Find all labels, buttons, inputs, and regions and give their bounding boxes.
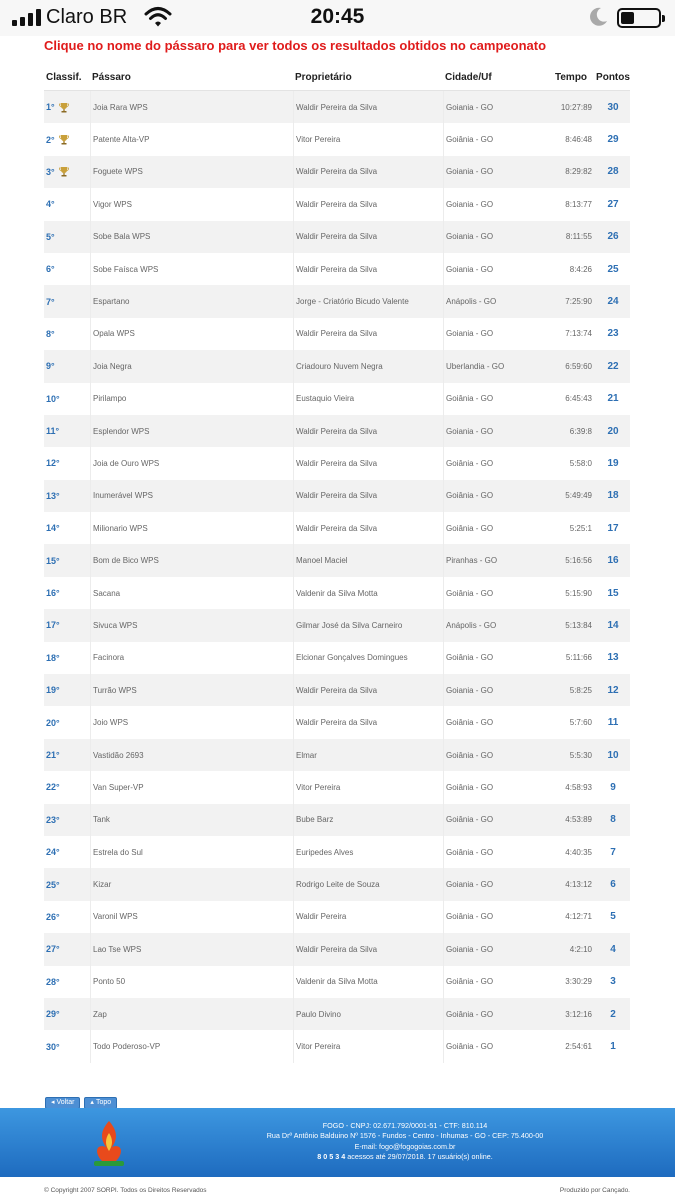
table-row [44,415,630,447]
table-row [44,674,630,706]
city-cell: Goiânia - GO [443,901,551,933]
city-cell: Goiânia - GO [443,123,551,155]
points-cell: 28 [607,166,619,178]
position-cell [44,685,90,695]
city-cell: Goiânia - GO [443,998,551,1030]
time-cell: 7:13:74 [565,329,592,339]
points-cell: 26 [607,231,619,243]
bird-name-link[interactable]: Zap [90,998,293,1030]
table-row [44,998,630,1030]
position-cell [44,134,90,145]
site-footer [0,1108,675,1177]
table-row [44,285,630,317]
position-cell [44,1009,90,1019]
table-header [44,65,630,91]
city-cell: Anápolis - GO [443,285,551,317]
table-row [44,447,630,479]
fogo-logo-icon [86,1117,132,1169]
header-time: Tempo [555,72,588,83]
owner-cell: Elmar [293,739,443,771]
points-cell: 2 [610,1008,616,1020]
city-cell: Goiânia - GO [443,642,551,674]
do-not-disturb-moon-icon [587,6,609,28]
points-cell: 16 [607,555,619,567]
table-row [44,156,630,188]
city-cell: Goiânia - GO [443,480,551,512]
position-value: 18° [46,652,60,663]
points-cell: 21 [607,393,619,405]
points-cell: 30 [607,101,619,113]
owner-cell: Jorge - Criatório Bicudo Valente [293,285,443,317]
bird-name-link[interactable]: Kizar [90,868,293,900]
time-cell: 4:53:89 [565,815,592,825]
time-cell: 4:12:71 [565,912,592,922]
table-row [44,868,630,900]
points-cell: 11 [607,717,619,729]
header-points: Pontos [596,72,630,83]
header-city: Cidade/Uf [445,72,492,83]
time-cell: 8:29:82 [565,167,592,177]
city-cell: Piranhas - GO [443,544,551,576]
position-cell [44,394,90,404]
position-cell [44,232,90,242]
time-cell: 7:25:90 [565,297,592,307]
header-owner: Proprietário [295,72,352,83]
position-value: 21° [46,750,60,760]
table-row [44,123,630,155]
position-value: 26° [46,911,60,922]
back-arrow-icon: ◂ [51,1099,55,1106]
city-cell: Goiania - GO [443,188,551,220]
status-bar [0,0,675,36]
city-cell: Goiânia - GO [443,966,551,998]
owner-cell: Rodrigo Leite de Souza [293,868,443,900]
table-row [44,512,630,544]
table-row [44,350,630,382]
table-row [44,804,630,836]
results-table [44,65,630,1063]
table-row [44,221,630,253]
points-cell: 14 [607,619,619,631]
position-cell [44,977,90,987]
status-time: 20:45 [310,5,365,28]
position-value: 30° [46,1041,60,1052]
position-value: 17° [46,620,60,631]
points-cell: 6 [610,879,616,891]
bird-name-link[interactable]: Espartano [90,285,293,317]
position-cell [44,199,90,209]
city-cell: Goiânia - GO [443,804,551,836]
owner-cell: Valdenir da Silva Motta [293,966,443,998]
position-cell [44,880,90,890]
position-value: 12° [46,458,60,469]
owner-cell: Waldir Pereira da Silva [293,221,443,253]
table-row [44,706,630,738]
table-row [44,318,630,350]
table-row [44,577,630,609]
access-text: acessos até 29/07/2018. 17 usuário(s) online. [345,1152,493,1162]
time-cell: 5:15:90 [565,588,592,598]
table-row [44,739,630,771]
header-bird: Pássaro [92,72,131,83]
city-cell: Goiania - GO [443,91,551,123]
position-cell [44,361,90,371]
owner-cell: Waldir Pereira da Silva [293,706,443,738]
points-cell: 18 [607,490,619,502]
points-cell: 22 [607,360,619,372]
points-cell: 20 [607,425,619,437]
position-value: 6° [46,264,55,275]
time-cell: 3:12:16 [565,1009,592,1019]
position-cell [44,166,90,177]
city-cell: Goiânia - GO [443,512,551,544]
time-cell: 4:40:35 [565,847,592,857]
owner-cell: Paulo Divino [293,998,443,1030]
time-cell: 5:58:0 [569,458,592,468]
bird-name-link[interactable]: Joia Rara WPS [90,91,293,123]
time-cell: 8:4:26 [569,264,592,274]
points-cell: 24 [607,296,619,308]
bird-name-link[interactable]: Bom de Bico WPS [90,544,293,576]
points-cell: 17 [607,522,619,534]
back-button-label: Voltar [56,1099,75,1106]
position-value: 13° [46,490,60,501]
table-row [44,642,630,674]
owner-cell: Waldir Pereira da Silva [293,933,443,965]
position-value: 15° [46,555,60,566]
city-cell: Goiânia - GO [443,739,551,771]
bird-name-link[interactable]: Tank [90,804,293,836]
bird-name-link[interactable]: Sobe Bala WPS [90,221,293,253]
position-value: 9° [46,361,55,372]
position-cell [44,815,90,825]
position-value: 14° [46,523,60,534]
city-cell: Goiania - GO [443,253,551,285]
time-cell: 4:2:10 [569,944,592,954]
trophy-icon [59,166,69,177]
time-cell: 10:27:89 [560,102,592,112]
bird-name-link[interactable]: Varonil WPS [90,901,293,933]
bird-name-link[interactable]: Sivuca WPS [90,609,293,641]
position-cell [44,491,90,501]
owner-cell: Waldir Pereira da Silva [293,512,443,544]
position-value: 23° [46,814,60,825]
time-cell: 4:58:93 [565,782,592,792]
table-row [44,771,630,803]
position-value: 22° [46,782,60,793]
bird-name-link[interactable]: Sobe Faísca WPS [90,253,293,285]
city-cell: Goiânia - GO [443,1030,551,1062]
bird-name-link[interactable]: Vastidão 2693 [90,739,293,771]
owner-cell: Elcionar Gonçalves Domingues [293,642,443,674]
access-count: 8 0 5 3 4 [317,1152,346,1162]
bird-name-link[interactable]: Inumerável WPS [90,480,293,512]
owner-cell: Vitor Pereira [293,1030,443,1062]
owner-cell: Waldir Pereira da Silva [293,156,443,188]
position-value: 5° [46,231,55,242]
position-cell [44,1042,90,1052]
points-cell: 23 [607,328,619,340]
footer-email[interactable]: E-mail: fogo@fogogoias.com.br [354,1141,456,1151]
instruction-notice: Clique no nome do pássaro para ver todos os resultados obtidos no campeonato [44,38,547,53]
credits-text: Produzido por Cançado. [559,1187,630,1194]
table-row [44,480,630,512]
bird-name-link[interactable]: Foguete WPS [90,156,293,188]
position-value: 25° [46,879,60,890]
table-row [44,966,630,998]
table-row [44,609,630,641]
city-cell: Goiania - GO [443,674,551,706]
owner-cell: Gilmar José da Silva Carneiro [293,609,443,641]
time-cell: 5:7:60 [569,718,592,728]
position-value: 16° [46,588,60,599]
points-cell: 4 [610,943,616,955]
table-row [44,253,630,285]
owner-cell: Waldir Pereira da Silva [293,253,443,285]
owner-cell: Valdenir da Silva Motta [293,577,443,609]
time-cell: 5:13:84 [565,620,592,630]
position-cell [44,556,90,566]
table-row [44,901,630,933]
position-cell [44,329,90,339]
owner-cell: Vitor Pereira [293,123,443,155]
footer-access-counter [190,1152,620,1162]
table-row [44,933,630,965]
table-body [44,91,630,1063]
time-cell: 6:59:60 [565,361,592,371]
bird-name-link[interactable]: Vigor WPS [90,188,293,220]
owner-cell: Vitor Pereira [293,771,443,803]
position-cell [44,782,90,792]
bird-name-link[interactable]: Milionario WPS [90,512,293,544]
points-cell: 12 [607,684,619,696]
time-cell: 6:45:43 [565,394,592,404]
city-cell: Goiânia - GO [443,706,551,738]
city-cell: Goiânia - GO [443,771,551,803]
time-cell: 5:11:66 [565,653,592,663]
position-value: 20° [46,717,60,728]
bird-name-link[interactable]: Joia Negra [90,350,293,382]
trophy-icon [59,102,69,113]
position-cell [44,912,90,922]
bird-name-link[interactable]: Sacana [90,577,293,609]
owner-cell: Waldir Pereira da Silva [293,480,443,512]
position-cell [44,102,90,113]
top-button-label: Topo [95,1099,112,1106]
position-cell [44,620,90,630]
position-value: 11° [46,426,60,437]
position-cell [44,847,90,857]
position-cell [44,523,90,533]
city-cell: Goiania - GO [443,415,551,447]
position-value: 24° [46,847,60,858]
position-cell [44,653,90,663]
bird-name-link[interactable]: Pirilampo [90,383,293,415]
city-cell: Uberlandia - GO [443,350,551,382]
time-cell: 6:39:8 [569,426,592,436]
position-value: 27° [46,944,60,955]
bird-name-link[interactable]: Joia de Ouro WPS [90,447,293,479]
points-cell: 29 [607,134,619,146]
position-value: 28° [46,976,60,987]
time-cell: 8:46:48 [565,135,592,145]
position-cell [44,458,90,468]
city-cell: Goiania - GO [443,221,551,253]
table-row [44,188,630,220]
points-cell: 27 [607,198,619,210]
owner-cell: Manoel Maciel [293,544,443,576]
bird-name-link[interactable]: Esplendor WPS [90,415,293,447]
position-cell [44,297,90,307]
owner-cell: Waldir Pereira [293,901,443,933]
bird-name-link[interactable]: Opala WPS [90,318,293,350]
time-cell: 5:49:49 [565,491,592,501]
position-value: 1° [46,102,55,113]
bird-name-link[interactable]: Lao Tse WPS [90,933,293,965]
position-cell [44,426,90,436]
time-cell: 8:13:77 [565,199,592,209]
table-row [44,383,630,415]
bird-name-link[interactable]: Turrão WPS [90,674,293,706]
position-cell [44,718,90,728]
header-classif: Classif. [46,72,82,83]
owner-cell: Eustaquio Vieira [293,383,443,415]
city-cell: Goiania - GO [443,156,551,188]
points-cell: 3 [610,976,616,988]
carrier-label: Claro BR [46,6,128,28]
footer-company: FOGO - CNPJ: 02.671.792/0001-51 - CTF: 810.114 [322,1121,488,1130]
position-cell [44,588,90,598]
points-cell: 13 [607,652,619,664]
position-value: 29° [46,1009,60,1020]
position-value: 8° [46,328,55,339]
time-cell: 5:5:30 [569,750,592,760]
points-cell: 9 [610,781,616,793]
city-cell: Goiânia - GO [443,447,551,479]
position-value: 2° [46,134,55,145]
position-value: 10° [46,393,60,404]
battery-icon [617,8,661,28]
bird-name-link[interactable]: Patente Alta-VP [90,123,293,155]
time-cell: 5:8:25 [569,685,592,695]
bird-name-link[interactable]: Todo Poderoso-VP [90,1030,293,1062]
copyright-text: © Copyright 2007 SORPI. Todos os Direitos Reservados [44,1187,207,1194]
city-cell: Goiânia - GO [443,577,551,609]
city-cell: Goiania - GO [443,868,551,900]
table-row [44,1030,630,1062]
trophy-icon [59,134,69,145]
time-cell: 2:54:61 [565,1042,592,1052]
time-cell: 5:16:56 [565,556,592,566]
position-value: 7° [46,296,55,307]
position-value: 19° [46,685,60,696]
points-cell: 10 [607,749,619,761]
owner-cell: Bube Barz [293,804,443,836]
owner-cell: Waldir Pereira da Silva [293,318,443,350]
points-cell: 7 [610,846,616,858]
owner-cell: Waldir Pereira da Silva [293,674,443,706]
points-cell: 5 [610,911,616,923]
position-cell [44,264,90,274]
owner-cell: Euripedes Alves [293,836,443,868]
position-cell [44,944,90,954]
position-cell [44,750,90,760]
city-cell: Goiânia - GO [443,383,551,415]
points-cell: 19 [607,457,619,469]
city-cell: Goiania - GO [443,933,551,965]
bird-name-link[interactable]: Ponto 50 [90,966,293,998]
footer-info [190,1121,620,1163]
bird-name-link[interactable]: Estrela do Sul [90,836,293,868]
owner-cell: Waldir Pereira da Silva [293,415,443,447]
bird-name-link[interactable]: Facinora [90,642,293,674]
time-cell: 5:25:1 [569,523,592,533]
city-cell: Goiânia - GO [443,836,551,868]
position-value: 3° [46,166,55,177]
owner-cell: Waldir Pereira da Silva [293,91,443,123]
table-row [44,91,630,123]
time-cell: 8:11:55 [565,232,592,242]
time-cell: 3:30:29 [565,977,592,987]
bird-name-link[interactable]: Van Super-VP [90,771,293,803]
footer-address: Rua Drº Antônio Balduino Nº 1576 - Fundos - Centro - Inhumas - GO - CEP: 75.400-00 [266,1131,544,1141]
points-cell: 1 [610,1041,616,1053]
table-row [44,544,630,576]
position-value: 4° [46,199,55,210]
time-cell: 4:13:12 [565,880,592,890]
owner-cell: Waldir Pereira da Silva [293,188,443,220]
city-cell: Goiania - GO [443,318,551,350]
table-row [44,836,630,868]
owner-cell: Criadouro Nuvem Negra [293,350,443,382]
owner-cell: Waldir Pereira da Silva [293,447,443,479]
up-arrow-icon: ▴ [90,1099,94,1106]
points-cell: 8 [610,814,616,826]
points-cell: 25 [607,263,619,275]
city-cell: Anápolis - GO [443,609,551,641]
bird-name-link[interactable]: Joio WPS [90,706,293,738]
points-cell: 15 [607,587,619,599]
